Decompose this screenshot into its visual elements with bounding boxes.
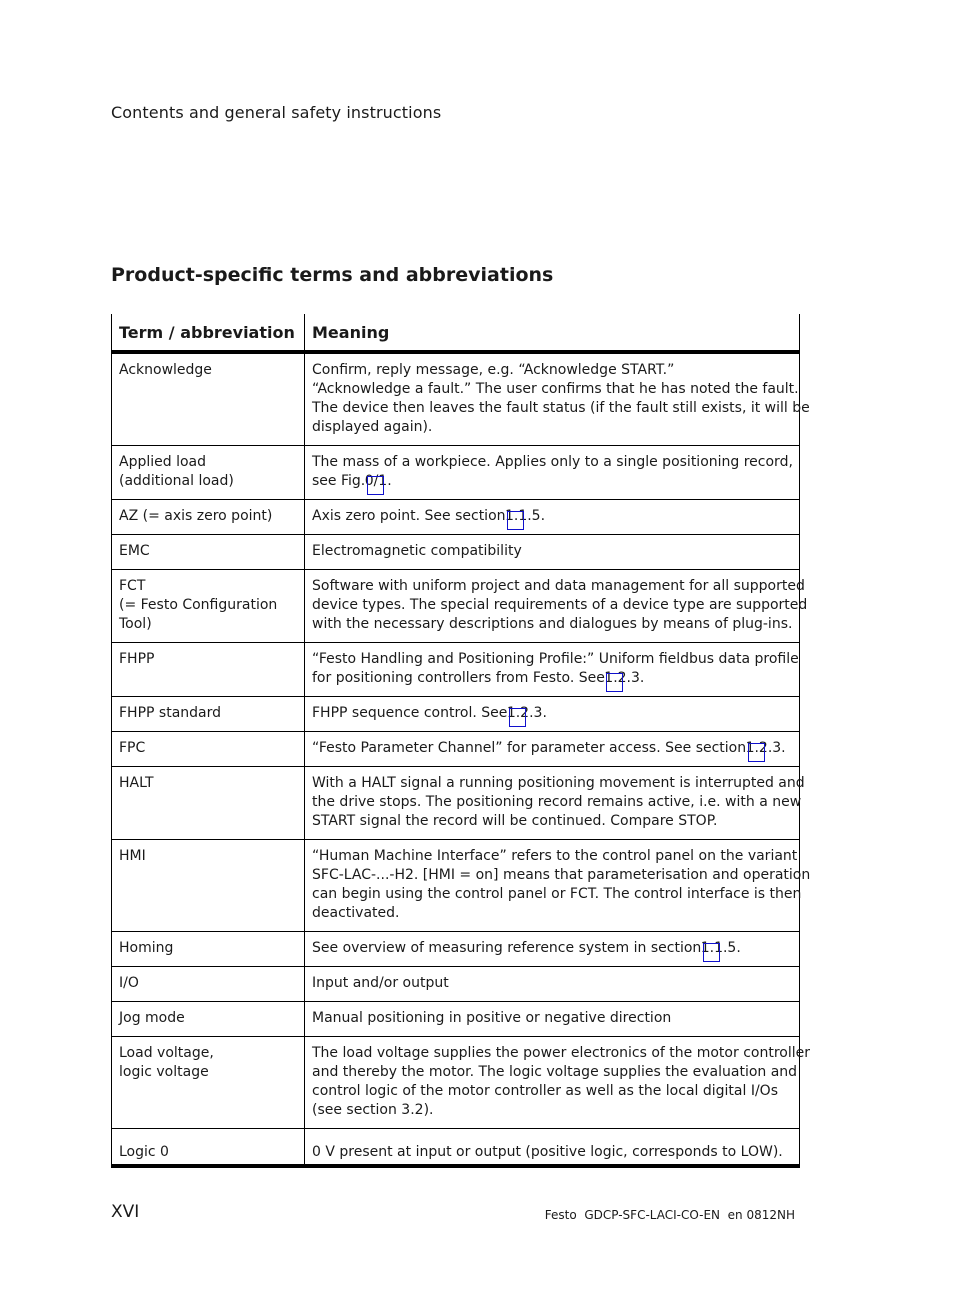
term-text: (additional load)	[119, 473, 234, 489]
table-row	[112, 500, 800, 535]
section-title: Product-specific terms and abbreviations	[111, 264, 554, 286]
meaning-cell	[305, 570, 808, 643]
term-text: EMC	[119, 543, 150, 559]
meaning-cell	[305, 1002, 800, 1037]
meaning-cell	[305, 535, 800, 570]
table-row	[112, 697, 800, 732]
meaning-text: “Human Machine Interface” refers to the control panel on the variant	[312, 848, 798, 864]
meaning-text: FHPP sequence control. See 1.2.3.	[312, 704, 792, 723]
meaning-text: displayed again).	[312, 419, 433, 435]
cross-reference-link[interactable]: 0/1.	[370, 473, 392, 489]
meaning-text: deactivated.	[312, 905, 400, 921]
table-row	[112, 967, 800, 1002]
link-box-icon	[507, 511, 524, 530]
term-text: HALT	[119, 775, 154, 791]
cross-reference-link[interactable]: 1.2.3.	[609, 670, 644, 686]
term-text: Tool)	[119, 616, 152, 632]
meaning-text: SFC-LAC-...-H2. [HMI = on] means that parameterisation and operation	[312, 867, 811, 883]
table-row	[112, 643, 800, 697]
meaning-text: for positioning controllers from Festo. See 1.2.3.	[312, 669, 792, 688]
meaning-text: The mass of a workpiece. Applies only to a single positioning record,	[312, 454, 793, 470]
table-header-row	[112, 314, 800, 352]
link-box-icon	[367, 476, 384, 495]
term-text: Homing	[119, 940, 174, 956]
meaning-cell	[305, 767, 805, 840]
meaning-cell	[305, 967, 800, 1002]
meaning-text: Confirm, reply message, e.g. “Acknowledge START.”	[312, 362, 675, 378]
running-header: Contents and general safety instructions	[111, 103, 442, 122]
term-text: Load voltage,	[119, 1045, 214, 1061]
table-row	[112, 732, 800, 767]
table-row	[112, 535, 800, 570]
meaning-cell	[305, 500, 800, 535]
term-cell	[112, 967, 305, 1002]
term-text: FHPP	[119, 651, 155, 667]
term-cell	[112, 732, 305, 767]
meaning-text: and thereby the motor. The logic voltage supplies the evaluation and	[312, 1064, 798, 1080]
meaning-cell	[305, 643, 800, 697]
term-text: Applied load	[119, 454, 207, 470]
meaning-text: Electromagnetic compatibility	[312, 543, 522, 559]
footer-document-id: Festo GDCP-SFC-LACI-CO-EN en 0812NH	[544, 1208, 795, 1222]
meaning-text: (see section 3.2).	[312, 1102, 434, 1118]
term-text: (= Festo Configuration	[119, 597, 278, 613]
terms-body	[112, 352, 811, 1166]
term-cell	[112, 643, 305, 697]
table-row	[112, 1129, 800, 1167]
table-row	[112, 570, 800, 643]
meaning-text: START signal the record will be continued. Compare STOP.	[312, 813, 718, 829]
meaning-text: Manual positioning in positive or negative direction	[312, 1010, 672, 1026]
table-row	[112, 767, 800, 840]
term-cell	[112, 1037, 305, 1129]
term-cell	[112, 697, 305, 732]
term-cell	[112, 500, 305, 535]
meaning-text: Software with uniform project and data management for all supported	[312, 578, 805, 594]
cross-reference-link[interactable]: 1.1.5.	[510, 508, 545, 524]
term-text: Jog mode	[119, 1010, 185, 1026]
meaning-cell	[305, 446, 800, 500]
term-cell	[112, 767, 305, 840]
meaning-text: the drive stops. The positioning record remains active, i.e. with a new	[312, 794, 802, 810]
meaning-cell	[305, 1129, 800, 1167]
term-cell	[112, 352, 305, 446]
terms-table	[111, 314, 811, 1168]
term-text: Acknowledge	[119, 362, 212, 378]
table-row	[112, 446, 800, 500]
column-header-meaning: Meaning	[305, 314, 800, 352]
page-number: XVI	[111, 1202, 140, 1222]
term-cell	[112, 570, 305, 643]
meaning-text: Axis zero point. See section 1.1.5.	[312, 507, 792, 526]
term-cell	[112, 840, 305, 932]
cross-reference-link[interactable]: 1.2.3.	[512, 705, 547, 721]
link-box-icon	[606, 673, 623, 692]
meaning-text: see Fig. 0/1.	[312, 472, 792, 491]
meaning-text: The device then leaves the fault status (if the fault still exists, it will be	[312, 400, 810, 416]
meaning-cell	[305, 840, 811, 932]
link-box-icon	[509, 708, 526, 727]
term-text: AZ (= axis zero point)	[119, 508, 273, 524]
meaning-text: “Festo Handling and Positioning Profile:” Uniform fieldbus data profile	[312, 651, 799, 667]
term-cell	[112, 446, 305, 500]
table-row	[112, 1002, 800, 1037]
meaning-text: “Festo Parameter Channel” for parameter access. See section 1.2.3.	[312, 739, 792, 758]
cross-reference-link[interactable]: 1.1.5.	[706, 940, 741, 956]
meaning-text: device types. The special requirements of a device type are supported	[312, 597, 808, 613]
cross-reference-link[interactable]: 1.2.3.	[751, 740, 786, 756]
meaning-cell	[305, 352, 810, 446]
table-row	[112, 1037, 800, 1129]
meaning-cell	[305, 1037, 810, 1129]
term-cell	[112, 535, 305, 570]
meaning-text: The load voltage supplies the power electronics of the motor controller	[312, 1045, 810, 1061]
meaning-text: Input and/or output	[312, 975, 449, 991]
term-cell	[112, 1129, 305, 1167]
meaning-text: See overview of measuring reference system in section 1.1.5.	[312, 939, 792, 958]
term-text: FHPP standard	[119, 705, 222, 721]
meaning-text: can begin using the control panel or FCT. The control interface is then	[312, 886, 802, 902]
term-text: HMI	[119, 848, 146, 864]
term-text: logic voltage	[119, 1064, 209, 1080]
term-text: I/O	[119, 975, 139, 991]
table-row	[112, 840, 800, 932]
meaning-cell	[305, 697, 800, 732]
meaning-text: With a HALT signal a running positioning movement is interrupted and	[312, 775, 805, 791]
term-text: FPC	[119, 740, 146, 756]
meaning-text: control logic of the motor controller as well as the local digital I/Os	[312, 1083, 778, 1099]
meaning-text: 0 V present at input or output (positive logic, corresponds to LOW).	[312, 1144, 783, 1160]
link-box-icon	[748, 743, 765, 762]
term-text: FCT	[119, 578, 146, 594]
link-box-icon	[703, 943, 720, 962]
meaning-cell	[305, 732, 800, 767]
term-cell	[112, 932, 305, 967]
meaning-text: with the necessary descriptions and dialogues by means of plug-ins.	[312, 616, 793, 632]
meaning-text: “Acknowledge a fault.” The user confirms that he has noted the fault.	[312, 381, 799, 397]
column-header-term: Term / abbreviation	[112, 314, 305, 352]
meaning-cell	[305, 932, 800, 967]
term-text: Logic 0	[119, 1144, 169, 1160]
term-cell	[112, 1002, 305, 1037]
table-row	[112, 932, 800, 967]
table-row	[112, 352, 800, 446]
